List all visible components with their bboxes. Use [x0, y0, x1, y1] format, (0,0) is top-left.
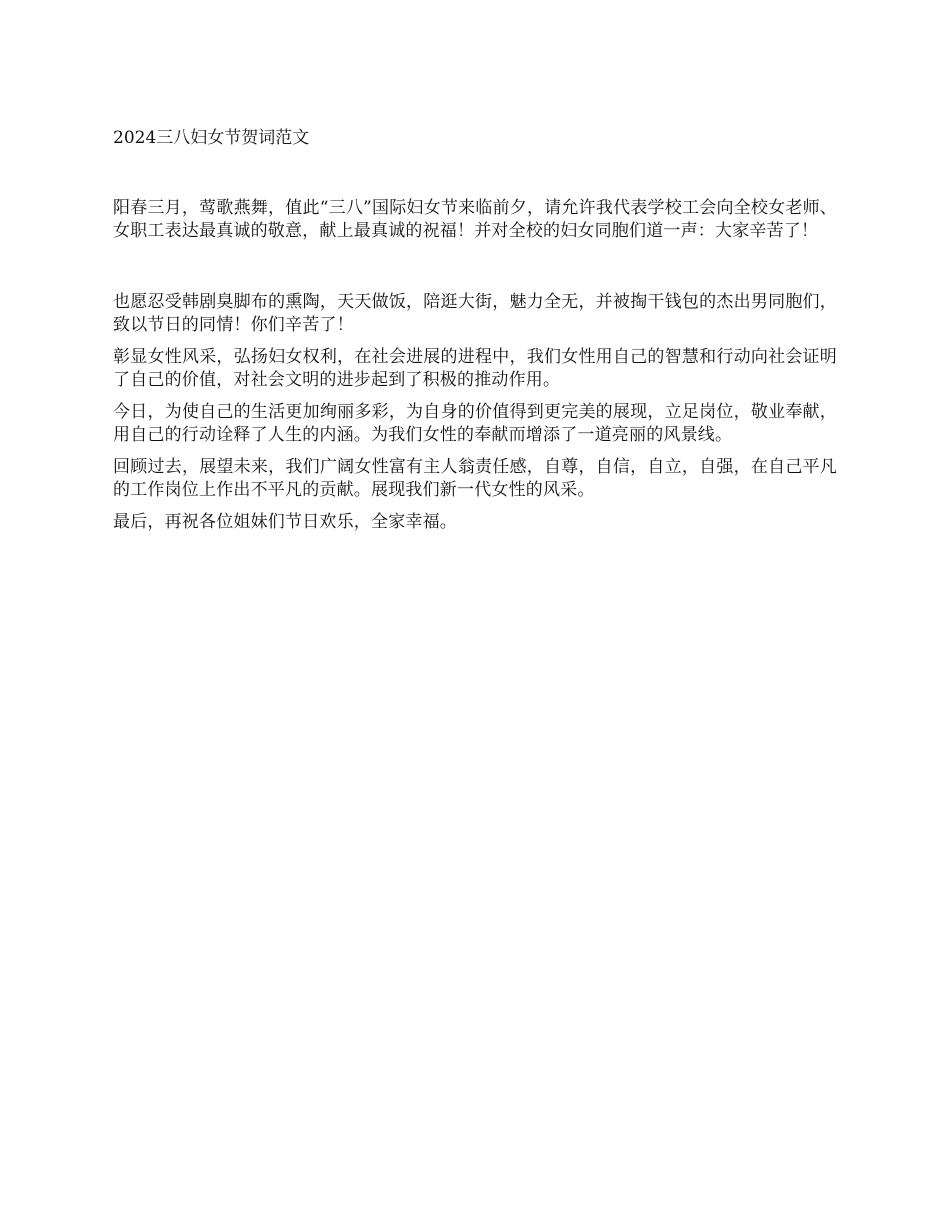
document-title: 2024三八妇女节贺词范文 [113, 128, 310, 148]
paragraph-greeting: 阳春三月，莺歌燕舞，值此“三八”国际妇女节来临前夕，请允许我代表学校工会向全校女老师、女职工表达最真诚的敬意，献上最真诚的祝福！并对全校的妇女同胞们道一声：大家辛苦了！ [113, 198, 837, 241]
paragraph-closing: 最后，再祝各位姐妹们节日欢乐，全家幸福。 [113, 512, 457, 532]
paragraph-male-colleagues: 也愿忍受韩剧臭脚布的熏陶，天天做饭，陪逛大街，魅力全无，并被掏干钱包的杰出男同胞们，致以节日的同情！你们辛苦了！ [113, 292, 837, 335]
document-body [113, 197, 837, 543]
paragraph-review: 回顾过去，展望未来，我们广阔女性富有主人翁责任感，自尊，自信，自立，自强，在自己平凡的工作岗位上作出不平凡的贡献。展现我们新一代女性的风采。 [113, 457, 837, 500]
document-page [113, 0, 837, 1230]
paragraph-today: 今日，为使自己的生活更加绚丽多彩，为自身的价值得到更完美的展现，立足岗位，敬业奉献，用自己的行动诠释了人生的内涵。为我们女性的奉献而增添了一道亮丽的风景线。 [113, 402, 837, 445]
paragraph-women-style: 彰显女性风采，弘扬妇女权利，在社会进展的进程中，我们女性用自己的智慧和行动向社会证明了自己的价值，对社会文明的进步起到了积极的推动作用。 [113, 347, 837, 390]
